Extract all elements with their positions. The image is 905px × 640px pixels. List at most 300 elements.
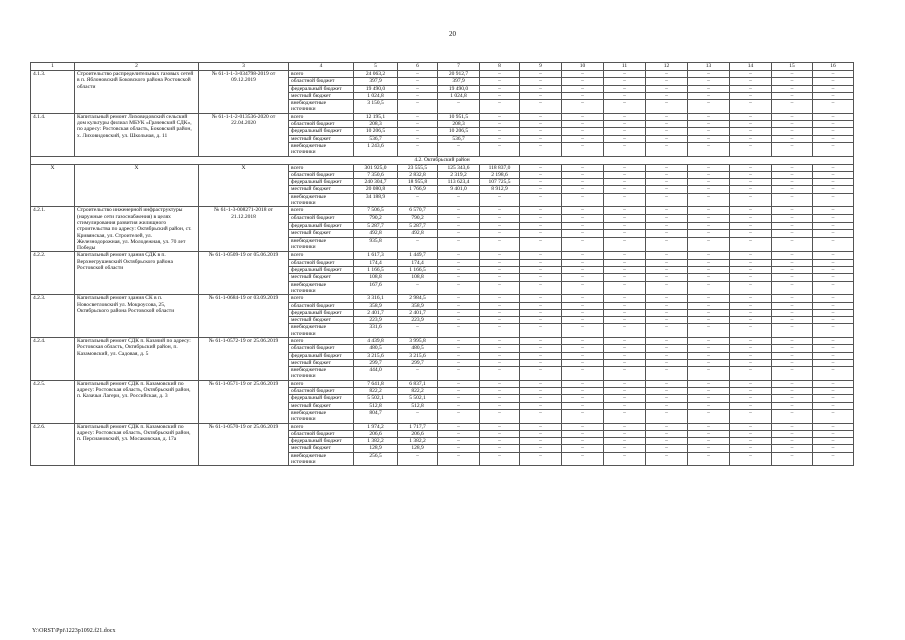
table-row — [31, 337, 854, 344]
empty-year-cell: – — [813, 100, 854, 114]
item-number: 4.2.2. — [31, 252, 75, 295]
column-number: 5 — [354, 63, 398, 71]
empty-year-cell: – — [813, 402, 854, 409]
column-number: 2 — [75, 63, 199, 71]
amount-cell: 822,2 — [398, 388, 438, 395]
empty-year-cell: – — [520, 85, 562, 92]
funding-source: местный бюджет — [289, 135, 354, 142]
amount-cell: 1 974,2 — [354, 423, 398, 430]
empty-year-cell: – — [646, 345, 688, 352]
empty-year-cell: – — [562, 438, 604, 445]
empty-year-cell: – — [813, 445, 854, 452]
empty-year-cell: – — [562, 164, 604, 171]
empty-year-cell: – — [772, 193, 813, 207]
amount-cell: – — [480, 380, 520, 387]
empty-year-cell: – — [520, 302, 562, 309]
amount-cell: 512,8 — [354, 402, 398, 409]
empty-year-cell: – — [688, 267, 730, 274]
amount-cell: 113 623,4 — [438, 179, 480, 186]
empty-year-cell: – — [813, 252, 854, 259]
empty-year-cell: – — [562, 409, 604, 423]
empty-year-cell: – — [772, 281, 813, 295]
column-number: 13 — [688, 63, 730, 71]
empty-year-cell: – — [813, 337, 854, 344]
amount-cell: 1 024,8 — [354, 92, 398, 99]
empty-year-cell: – — [604, 252, 646, 259]
empty-year-cell: – — [604, 142, 646, 156]
empty-year-cell: – — [562, 367, 604, 381]
column-number: 11 — [604, 63, 646, 71]
amount-cell: 5 287,7 — [398, 222, 438, 230]
amount-cell: – — [480, 252, 520, 259]
amount-cell: 1 166,5 — [398, 267, 438, 274]
empty-year-cell: – — [688, 179, 730, 186]
empty-year-cell: – — [688, 345, 730, 352]
empty-year-cell: – — [813, 274, 854, 281]
footer-file-path: Y:\ORST\Ppi\1223p1092.f21.docx — [32, 628, 116, 634]
empty-year-cell: – — [646, 171, 688, 178]
amount-cell: 8 912,9 — [480, 186, 520, 193]
empty-year-cell: – — [730, 252, 772, 259]
amount-cell: 4 439,8 — [354, 337, 398, 344]
empty-year-cell: – — [604, 295, 646, 302]
empty-year-cell: – — [688, 128, 730, 135]
empty-year-cell: – — [730, 164, 772, 171]
empty-year-cell: – — [646, 423, 688, 430]
empty-year-cell: – — [562, 71, 604, 78]
item-name: Капитальный ремонт Лиховидовский сельский дом культуры филиал МБУК «Грачевский СДК», по адресу: Ростовская область, Боковский район, х. Лиховидовский, ул. Школьная, д. 11 — [75, 113, 199, 156]
empty-year-cell: – — [646, 215, 688, 223]
amount-cell: – — [438, 252, 480, 259]
funding-source: областной бюджет — [289, 78, 354, 85]
empty-year-cell: – — [813, 186, 854, 193]
empty-year-cell: – — [772, 317, 813, 324]
amount-cell: – — [398, 409, 438, 423]
item-name: Строительство инженерной инфраструктуры (наружные сети газоснабжения) в целях стимулирования развития жилищного строительства по адресу: Октябрьский район, ст. Кривянская, ул. Строителей, ул. Железнодорожная, ул. Молодежная, ул. 70 лет Победы — [75, 207, 199, 252]
empty-year-cell: – — [562, 215, 604, 223]
expertise-conclusion: № 61-1-0570-19 от 25.06.2019 — [199, 423, 289, 466]
empty-year-cell: – — [646, 238, 688, 252]
empty-year-cell: – — [646, 207, 688, 215]
amount-cell: 3 215,6 — [354, 352, 398, 359]
empty-year-cell: – — [772, 222, 813, 230]
amount-cell: 397,9 — [354, 78, 398, 85]
empty-year-cell: – — [730, 85, 772, 92]
funding-source: внебюджетные источники — [289, 409, 354, 423]
item-name: Капитальный ремонт СДК п. Казачий по адресу: Ростовская область, Октябрьский район, п. Казамовский, ул. Садовая, д. 5 — [75, 337, 199, 380]
empty-year-cell: – — [520, 179, 562, 186]
empty-year-cell: – — [604, 445, 646, 452]
empty-year-cell: – — [562, 186, 604, 193]
empty-year-cell: – — [562, 207, 604, 215]
amount-cell: – — [480, 238, 520, 252]
empty-year-cell: – — [730, 380, 772, 387]
empty-year-cell: – — [730, 259, 772, 266]
empty-year-cell: – — [562, 445, 604, 452]
amount-cell: 2 198,6 — [480, 171, 520, 178]
funding-source: федеральный бюджет — [289, 309, 354, 316]
amount-cell: – — [480, 409, 520, 423]
amount-cell: 3 150,5 — [354, 100, 398, 114]
column-number: 14 — [730, 63, 772, 71]
amount-cell: – — [398, 238, 438, 252]
amount-cell: – — [480, 388, 520, 395]
empty-year-cell: – — [520, 78, 562, 85]
empty-year-cell: – — [520, 423, 562, 430]
amount-cell: – — [480, 274, 520, 281]
empty-year-cell: – — [520, 324, 562, 338]
empty-year-cell: – — [772, 92, 813, 99]
empty-year-cell: – — [772, 345, 813, 352]
empty-year-cell: – — [646, 78, 688, 85]
amount-cell: – — [480, 281, 520, 295]
empty-year-cell: – — [688, 164, 730, 171]
funding-source: местный бюджет — [289, 402, 354, 409]
amount-cell: – — [480, 135, 520, 142]
expertise-conclusion: № 61-1-0684-19 от 03.09.2019 — [199, 295, 289, 338]
empty-year-cell: – — [604, 92, 646, 99]
empty-year-cell: – — [520, 388, 562, 395]
empty-year-cell: – — [772, 128, 813, 135]
empty-year-cell: – — [646, 267, 688, 274]
item-name: Капитальный ремонт СДК п. Казамовский по адресу: Ростовская область, Октябрьский район, п. Персиановский, ул. Мосаковская, д. 17а — [75, 423, 199, 466]
amount-cell: – — [438, 388, 480, 395]
amount-cell: – — [438, 302, 480, 309]
amount-cell: 20 080,8 — [354, 186, 398, 193]
amount-cell: – — [480, 85, 520, 92]
amount-cell: – — [438, 395, 480, 402]
empty-year-cell: – — [772, 388, 813, 395]
amount-cell: 492,8 — [354, 230, 398, 238]
empty-year-cell: – — [772, 171, 813, 178]
funding-source: федеральный бюджет — [289, 128, 354, 135]
column-number: 8 — [480, 63, 520, 71]
empty-year-cell: – — [604, 309, 646, 316]
item-name: X — [75, 164, 199, 207]
empty-year-cell: – — [688, 215, 730, 223]
empty-year-cell: – — [604, 452, 646, 466]
empty-year-cell: – — [730, 317, 772, 324]
amount-cell: – — [438, 238, 480, 252]
empty-year-cell: – — [520, 317, 562, 324]
empty-year-cell: – — [730, 274, 772, 281]
empty-year-cell: – — [730, 215, 772, 223]
empty-year-cell: – — [604, 359, 646, 366]
empty-year-cell: – — [813, 238, 854, 252]
amount-cell: – — [480, 430, 520, 437]
amount-cell: – — [480, 423, 520, 430]
funding-source: федеральный бюджет — [289, 85, 354, 92]
expertise-conclusion: № 61-1-1-2-013536-2020 от 22.04.2020 — [199, 113, 289, 156]
empty-year-cell: – — [646, 438, 688, 445]
empty-year-cell: – — [520, 171, 562, 178]
amount-cell: – — [480, 121, 520, 128]
amount-cell: – — [480, 193, 520, 207]
item-number: X — [31, 164, 75, 207]
empty-year-cell: – — [646, 359, 688, 366]
amount-cell: – — [438, 317, 480, 324]
amount-cell: 935,8 — [354, 238, 398, 252]
amount-cell: – — [480, 438, 520, 445]
empty-year-cell: – — [688, 409, 730, 423]
amount-cell: 822,2 — [354, 388, 398, 395]
empty-year-cell: – — [520, 295, 562, 302]
funding-source: областной бюджет — [289, 388, 354, 395]
empty-year-cell: – — [772, 438, 813, 445]
amount-cell: 7 641,8 — [354, 380, 398, 387]
funding-source: местный бюджет — [289, 92, 354, 99]
empty-year-cell: – — [646, 186, 688, 193]
empty-year-cell: – — [813, 142, 854, 156]
item-number: 4.2.5. — [31, 380, 75, 423]
empty-year-cell: – — [813, 207, 854, 215]
empty-year-cell: – — [688, 430, 730, 437]
empty-year-cell: – — [730, 128, 772, 135]
amount-cell: 1 382,2 — [398, 438, 438, 445]
empty-year-cell: – — [562, 100, 604, 114]
empty-year-cell: – — [772, 309, 813, 316]
table-row — [31, 423, 854, 430]
empty-year-cell: – — [562, 395, 604, 402]
empty-year-cell: – — [772, 452, 813, 466]
amount-cell: 20 912,7 — [438, 71, 480, 78]
amount-cell: 19 490,0 — [438, 85, 480, 92]
amount-cell: 331,6 — [354, 324, 398, 338]
empty-year-cell: – — [688, 445, 730, 452]
amount-cell: 6 837,1 — [398, 380, 438, 387]
funding-source: областной бюджет — [289, 302, 354, 309]
empty-year-cell: – — [813, 92, 854, 99]
empty-year-cell: – — [730, 78, 772, 85]
amount-cell: – — [480, 302, 520, 309]
amount-cell: – — [398, 113, 438, 120]
column-number: 6 — [398, 63, 438, 71]
empty-year-cell: – — [520, 402, 562, 409]
empty-year-cell: – — [772, 295, 813, 302]
amount-cell: 1 166,5 — [354, 267, 398, 274]
empty-year-cell: – — [813, 352, 854, 359]
empty-year-cell: – — [813, 281, 854, 295]
empty-year-cell: – — [772, 324, 813, 338]
funding-source: внебюджетные источники — [289, 367, 354, 381]
empty-year-cell: – — [813, 359, 854, 366]
empty-year-cell: – — [688, 142, 730, 156]
empty-year-cell: – — [772, 71, 813, 78]
amount-cell: – — [480, 92, 520, 99]
empty-year-cell: – — [604, 222, 646, 230]
empty-year-cell: – — [730, 71, 772, 78]
empty-year-cell: – — [772, 274, 813, 281]
empty-year-cell: – — [688, 317, 730, 324]
amount-cell: 492,8 — [398, 230, 438, 238]
amount-cell: 480,5 — [354, 345, 398, 352]
empty-year-cell: – — [520, 430, 562, 437]
funding-source: местный бюджет — [289, 230, 354, 238]
empty-year-cell: – — [688, 274, 730, 281]
empty-year-cell: – — [646, 128, 688, 135]
amount-cell: 3 215,6 — [398, 352, 438, 359]
empty-year-cell: – — [688, 252, 730, 259]
column-number: 10 — [562, 63, 604, 71]
column-number-row — [31, 63, 854, 71]
empty-year-cell: – — [520, 267, 562, 274]
amount-cell: 5 287,7 — [354, 222, 398, 230]
empty-year-cell: – — [772, 337, 813, 344]
funding-source: областной бюджет — [289, 215, 354, 223]
empty-year-cell: – — [646, 142, 688, 156]
empty-year-cell: – — [562, 135, 604, 142]
amount-cell: – — [438, 409, 480, 423]
empty-year-cell: – — [813, 164, 854, 171]
empty-year-cell: – — [520, 337, 562, 344]
amount-cell: – — [438, 359, 480, 366]
amount-cell: 34 188,9 — [354, 193, 398, 207]
empty-year-cell: – — [562, 274, 604, 281]
funding-source: внебюджетные источники — [289, 281, 354, 295]
empty-year-cell: – — [562, 430, 604, 437]
empty-year-cell: – — [562, 171, 604, 178]
empty-year-cell: – — [730, 445, 772, 452]
empty-year-cell: – — [646, 281, 688, 295]
empty-year-cell: – — [772, 100, 813, 114]
amount-cell: 1 617,3 — [354, 252, 398, 259]
empty-year-cell: – — [688, 452, 730, 466]
empty-year-cell: – — [772, 259, 813, 266]
funding-source: областной бюджет — [289, 345, 354, 352]
empty-year-cell: – — [646, 317, 688, 324]
empty-year-cell: – — [730, 207, 772, 215]
empty-year-cell: – — [646, 380, 688, 387]
empty-year-cell: – — [604, 267, 646, 274]
empty-year-cell: – — [813, 171, 854, 178]
amount-cell: 206,6 — [398, 430, 438, 437]
empty-year-cell: – — [813, 259, 854, 266]
amount-cell: – — [398, 135, 438, 142]
empty-year-cell: – — [520, 395, 562, 402]
amount-cell: 536,7 — [438, 135, 480, 142]
empty-year-cell: – — [813, 430, 854, 437]
empty-year-cell: – — [730, 267, 772, 274]
amount-cell: – — [480, 215, 520, 223]
table-row — [31, 71, 854, 78]
empty-year-cell: – — [730, 92, 772, 99]
empty-year-cell: – — [646, 193, 688, 207]
amount-cell: – — [480, 324, 520, 338]
empty-year-cell: – — [646, 222, 688, 230]
empty-year-cell: – — [520, 445, 562, 452]
empty-year-cell: – — [688, 71, 730, 78]
empty-year-cell: – — [646, 230, 688, 238]
empty-year-cell: – — [813, 215, 854, 223]
empty-year-cell: – — [604, 345, 646, 352]
empty-year-cell: – — [646, 409, 688, 423]
empty-year-cell: – — [646, 274, 688, 281]
funding-source: местный бюджет — [289, 186, 354, 193]
amount-cell: – — [398, 324, 438, 338]
empty-year-cell: – — [646, 135, 688, 142]
empty-year-cell: – — [730, 121, 772, 128]
empty-year-cell: – — [604, 409, 646, 423]
amount-cell: 397,9 — [438, 78, 480, 85]
empty-year-cell: – — [604, 100, 646, 114]
empty-year-cell: – — [730, 367, 772, 381]
amount-cell: 5 502,1 — [398, 395, 438, 402]
empty-year-cell: – — [813, 388, 854, 395]
empty-year-cell: – — [730, 402, 772, 409]
amount-cell: – — [398, 142, 438, 156]
amount-cell: – — [438, 402, 480, 409]
column-number: 3 — [199, 63, 289, 71]
empty-year-cell: – — [646, 395, 688, 402]
amount-cell: – — [438, 452, 480, 466]
empty-year-cell: – — [646, 259, 688, 266]
empty-year-cell: – — [688, 281, 730, 295]
empty-year-cell: – — [520, 409, 562, 423]
empty-year-cell: – — [730, 302, 772, 309]
empty-year-cell: – — [813, 128, 854, 135]
empty-year-cell: – — [688, 380, 730, 387]
empty-year-cell: – — [730, 337, 772, 344]
funding-source: всего — [289, 337, 354, 344]
budget-table-container — [30, 62, 853, 466]
expertise-conclusion: № 61-1-3-008271-2018 от 21.12.2018 — [199, 207, 289, 252]
amount-cell: 512,8 — [398, 402, 438, 409]
amount-cell: 2 401,7 — [354, 309, 398, 316]
amount-cell: – — [480, 295, 520, 302]
amount-cell: 10 206,5 — [438, 128, 480, 135]
empty-year-cell: – — [813, 317, 854, 324]
empty-year-cell: – — [688, 238, 730, 252]
funding-source: всего — [289, 252, 354, 259]
empty-year-cell: – — [688, 302, 730, 309]
amount-cell: 2 832,8 — [398, 171, 438, 178]
amount-cell: 358,9 — [354, 302, 398, 309]
empty-year-cell: – — [813, 179, 854, 186]
amount-cell: – — [438, 438, 480, 445]
funding-source: федеральный бюджет — [289, 179, 354, 186]
empty-year-cell: – — [688, 438, 730, 445]
empty-year-cell: – — [520, 186, 562, 193]
amount-cell: – — [438, 142, 480, 156]
amount-cell: 790,2 — [354, 215, 398, 223]
amount-cell: 23 555,5 — [398, 164, 438, 171]
empty-year-cell: – — [520, 92, 562, 99]
empty-year-cell: – — [688, 193, 730, 207]
empty-year-cell: – — [688, 309, 730, 316]
amount-cell: – — [480, 267, 520, 274]
empty-year-cell: – — [813, 380, 854, 387]
amount-cell: 5 502,1 — [354, 395, 398, 402]
empty-year-cell: – — [730, 324, 772, 338]
amount-cell: – — [398, 281, 438, 295]
empty-year-cell: – — [604, 215, 646, 223]
empty-year-cell: – — [772, 302, 813, 309]
empty-year-cell: – — [646, 324, 688, 338]
funding-source: внебюджетные источники — [289, 193, 354, 207]
amount-cell: – — [480, 309, 520, 316]
amount-cell: – — [398, 193, 438, 207]
empty-year-cell: – — [646, 164, 688, 171]
empty-year-cell: – — [604, 179, 646, 186]
amount-cell: – — [438, 207, 480, 215]
empty-year-cell: – — [604, 302, 646, 309]
empty-year-cell: – — [520, 452, 562, 466]
empty-year-cell: – — [604, 352, 646, 359]
amount-cell: 444,0 — [354, 367, 398, 381]
empty-year-cell: – — [520, 352, 562, 359]
amount-cell: 223,9 — [398, 317, 438, 324]
empty-year-cell: – — [604, 230, 646, 238]
